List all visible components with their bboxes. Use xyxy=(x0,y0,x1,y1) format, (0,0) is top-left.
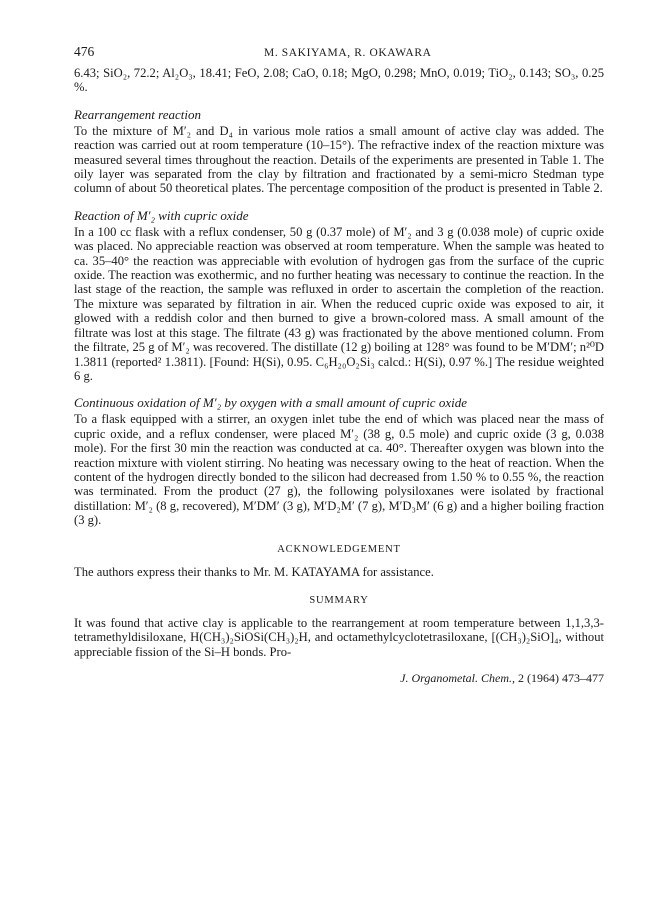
summary-heading: SUMMARY xyxy=(309,594,369,606)
section-body-continuous-oxidation: To a flask equipped with a stirrer, an oxygen inlet tube the end of which was placed near the mass of cupric oxide, and a reflux condenser, were placed M′₂ (38 g, 0.5 mole) and cupric oxide (3 g, 0.038 mole). For the first 30 min the reaction was conducted at ca. 40°. Thereafter oxygen was blown into the reaction mixture with violent stirring. No heating was necessary owing to the heat of reaction. When the content of the hydrogen directly bonded to the silicon had decreased from 1.50 % to 0.55 %, the reaction was terminated. From the product (27 g), the following polysiloxanes were isolated by fractional distillation: M′₂ (8 g, recovered), M′DM′ (3 g), M′D₂M′ (7 g), M′D₃M′ (6 g) and a higher boiling fraction (3 g). xyxy=(74,412,604,528)
section-body-cupric-oxide: In a 100 cc flask with a reflux condenser, 50 g (0.37 mole) of M′₂ and 3 g (0.038 mole) of cupric oxide was placed. No appreciable reaction was observed at room temperature. When the sample was heated to ca. 35–40° the reaction was appreciable with evolution of hydrogen gas from the surface of the cupric oxide. The reaction was exothermic, and no further heating was necessary to continue the reaction. In the last stage of the reaction, the sample was refluxed in order to ascertain the completion of the reaction. The mixture was separated by filtration in air. When the reduced cupric oxide was exposed to air, it glowed with a reddish color and then burned to give a brown-colored mass. A small amount of the filtrate was lost at this stage. The filtrate (43 g) was fractionated by the above mentioned column. From the filtrate, 25 g of M′₂ was recovered. The distillate (12 g) boiling at 128° was found to be M′DM′; n²⁰D 1.3811 (reported² 1.3811). [Found: H(Si), 0.95. C₆H₂₀O₂Si₃ calcd.: H(Si), 0.97 %.] The residue weighted 6 g. xyxy=(74,224,604,383)
section-title-cupric-oxide: Reaction of M′₂ with cupric oxide xyxy=(74,207,249,223)
acknowledgement-text: The authors express their thanks to Mr. M. KATAYAMA for assistance. xyxy=(74,564,434,579)
section-title-continuous-oxidation: Continuous oxidation of M′₂ by oxygen with a small amount of cupric oxide xyxy=(74,395,467,411)
summary-text: It was found that active clay is applicable to the rearrangement at room temperature between 1,1,3,3-tetramethyldisiloxane, H(CH₃)₂SiOSi(CH₃)₂H, and octamethylcyclotetrasiloxane, [(CH₃)₂SiO]₄, without appreciable fission of the Si–H bonds. Pro- xyxy=(74,615,604,659)
running-head: M. SAKIYAMA, R. OKAWARA xyxy=(264,47,432,59)
section-body-rearrangement: To the mixture of M′₂ and D₄ in various mole ratios a small amount of active clay was added. The reaction was carried out at room temperature (10–15°). The refractive index of the reaction mixture was measured several times throughout the reaction. Details of the experiments are presented in Table 1. The oily layer was separated from the clay by filtration and fractionated by a semi-micro Stedman type column of about 50 theoretical plates. The percentage composition of the product is presented in Table 2. xyxy=(74,123,604,196)
section-title-rearrangement: Rearrangement reaction xyxy=(74,106,201,122)
journal-citation xyxy=(74,671,604,686)
page-number: 476 xyxy=(74,44,95,59)
citation-volume: 2 (1964) 473–477 xyxy=(518,671,604,686)
intro-paragraph: 6.43; SiO₂, 72.2; Al₂O₃, 18.41; FeO, 2.08; CaO, 0.18; MgO, 0.298; MnO, 0.019; TiO₂, 0.143; SO₃, 0.25 %. xyxy=(74,66,604,95)
citation-journal: J. Organometal. Chem., xyxy=(400,671,515,686)
page-header xyxy=(74,44,604,66)
page xyxy=(74,44,604,686)
acknowledgement-heading: ACKNOWLEDGEMENT xyxy=(277,543,401,555)
